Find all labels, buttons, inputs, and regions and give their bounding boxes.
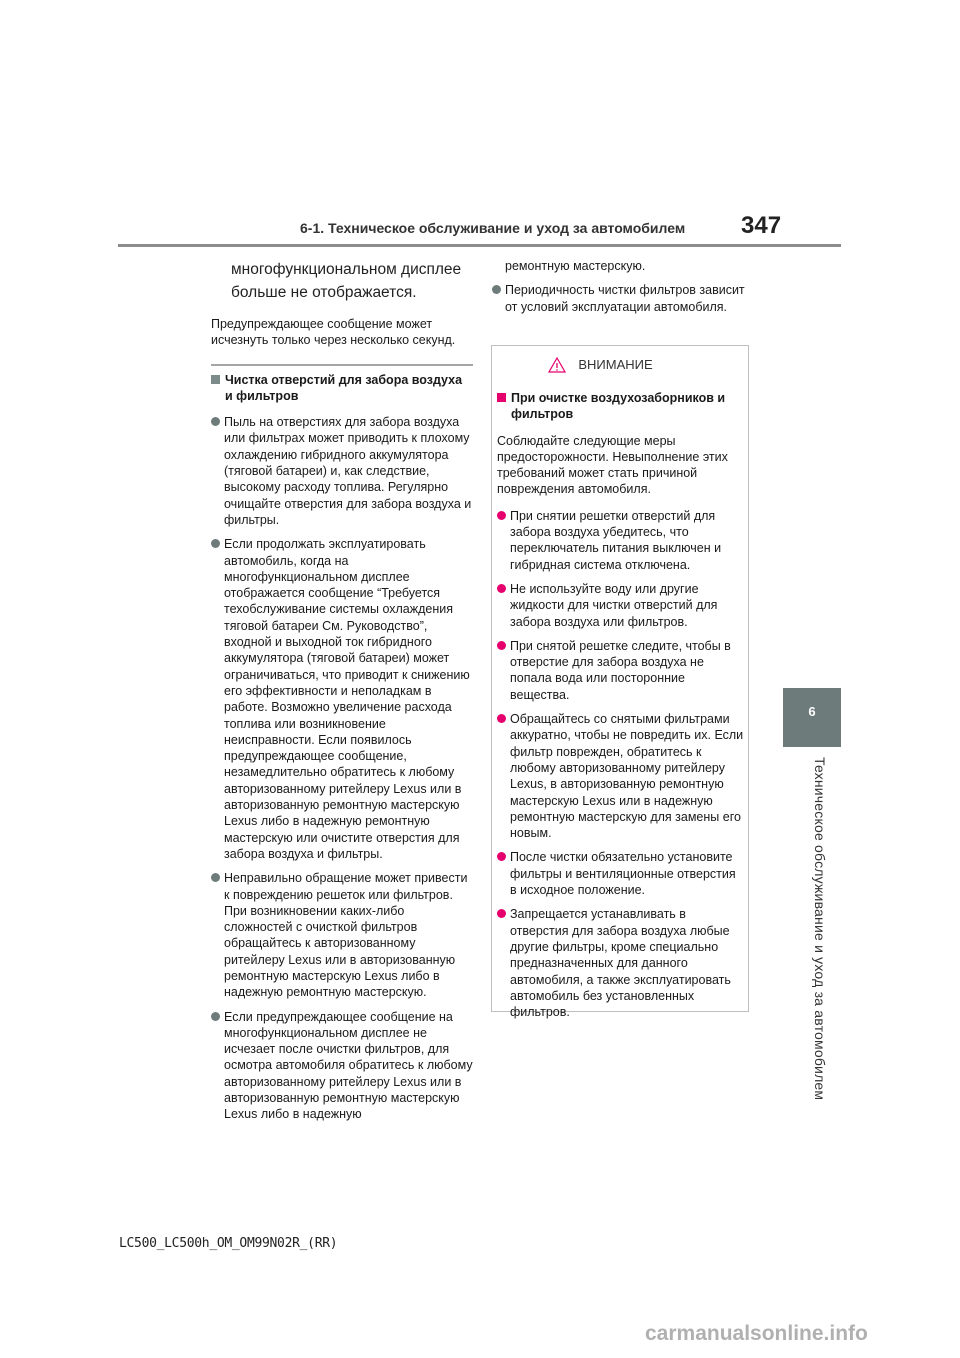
circle-bullet-icon — [211, 417, 220, 426]
list-item-text: Не используйте воду или другие жидкости для чистки отверстий для забора воздуха или фильтров. — [510, 581, 718, 629]
caution-list-item — [497, 508, 744, 573]
circle-bullet-icon — [497, 714, 506, 723]
list-item-text: При снятии решетки отверстий для забора воздуха убедитесь, что переключатель питания выключен и гибридная система отключена. — [510, 508, 722, 572]
caution-box — [491, 345, 749, 1020]
caution-section-heading — [497, 390, 744, 423]
list-item-text: Если продолжать эксплуатировать автомобиль, когда на многофункциональном дисплее отображается сообщение “Требуется техобслуживание системы охлаждения тяговой батареи См. Руководство”, входной и выходной ток гибридного аккумулятора (тяговой батареи) может ограничиваться, что приводит к снижению его эффективности и неполадкам в работе. Возможно увеличение расхода топлива или возникновение неисправности. Если появилось предупреждающее сообщение, незамедлительно обратитесь к любому авторизованному ритейлеру Lexus или в авторизованную ремонтную мастерскую Lexus либо в надежную ремонтную мастерскую или очистите отверстия для забора воздуха и фильтры. — [224, 537, 470, 861]
circle-bullet-icon — [211, 539, 220, 548]
warning-triangle-icon — [548, 357, 566, 373]
list-item-text: Запрещается устанавливать в отверстия для забора воздуха любые другие фильтры, кроме специально предназначенных для данного автомобиля, а также эксплуатировать автомобиль без установленных фильтров. — [510, 907, 731, 1020]
caution-list-item — [497, 581, 744, 630]
circle-bullet-icon — [211, 873, 220, 882]
square-bullet-icon — [497, 393, 506, 402]
chapter-tab: 6 — [783, 688, 841, 747]
list-item — [211, 536, 473, 862]
lead-line: больше не отображается. — [231, 284, 417, 301]
list-item-text: Неправильно обращение может привести к повреждению решеток или фильтров. При возникновении каких-либо сложностей с очисткой фильтров обращайтесь к авторизованному ритейлеру Lexus или в авторизованную ремонтную мастерскую Lexus либо в надежную ремонтную мастерскую. — [224, 871, 468, 1000]
header-divider — [118, 244, 841, 247]
circle-bullet-icon — [497, 641, 506, 650]
continuation-text: ремонтную мастерскую. — [505, 259, 646, 273]
caution-list-item — [497, 906, 744, 1020]
list-item-text: Пыль на отверстиях для забора воздуха или фильтрах может приводить к плохому охлаждению гибридного аккумулятора (тяговой батареи) и, как следствие, высокому расходу топлива. Регулярно очищайте отверстия для забора воздуха и фильтры. — [224, 415, 472, 527]
list-item-text: После чистки обязательно установите фильтры и вентиляционные отверстия в исходное положение. — [510, 850, 736, 898]
circle-bullet-icon — [497, 909, 506, 918]
circle-bullet-icon — [497, 511, 506, 520]
section-title: 6-1. Техническое обслуживание и уход за автомобилем — [300, 220, 686, 236]
caution-header — [497, 354, 744, 376]
left-column — [211, 258, 473, 1131]
section-divider — [211, 364, 473, 366]
list-item — [211, 414, 473, 528]
watermark[interactable]: carmanualsonline.info — [645, 1322, 868, 1345]
circle-bullet-icon — [497, 852, 506, 861]
circle-bullet-icon — [497, 584, 506, 593]
circle-bullet-icon — [492, 285, 501, 294]
list-item — [211, 870, 473, 1000]
square-bullet-icon — [211, 375, 220, 384]
list-item-text: Периодичность чистки фильтров зависит от условий эксплуатации автомобиля. — [505, 283, 745, 314]
chapter-title-vertical: Техническое обслуживание и уход за автомобилем — [812, 757, 828, 1101]
caution-title: ВНИМАНИЕ — [578, 356, 653, 372]
list-item — [211, 1009, 473, 1123]
caution-list-item — [497, 638, 744, 703]
circle-bullet-icon — [211, 1012, 220, 1021]
section-heading-text: Чистка отверстий для забора воздуха и фильтров — [225, 372, 463, 403]
list-item — [492, 282, 750, 315]
caution-intro: Соблюдайте следующие меры предосторожности. Невыполнение этих требований может стать причиной повреждения автомобиля. — [497, 433, 728, 497]
list-item-text: Если предупреждающее сообщение на многофункциональном дисплее не исчезает после очистки фильтров, для осмотра автомобиля обратитесь к любому авторизованному ритейлеру Lexus или в авторизованную ремонтную мастерскую Lexus либо в надежную — [224, 1009, 473, 1122]
lead-line: многофункциональном дисплее — [231, 261, 462, 278]
list-item-text: Обращайтесь со снятыми фильтрами аккуратно, чтобы не повредить их. Если фильтр поврежден, обратитесь к любому авторизованному ритейлеру Lexus, в авторизованную ремонтную мастерскую Lexus или в надежную ремонтную мастерскую для замены его новым. — [510, 712, 744, 841]
page-number: 347 — [741, 212, 782, 239]
note-paragraph: Предупреждающее сообщение может исчезнуть только через несколько секунд. — [211, 317, 456, 348]
caution-list-item — [497, 849, 744, 898]
document-code: LC500_LC500h_OM_OM99N02R_(RR) — [119, 1236, 338, 1251]
list-item-text: При снятой решетке следите, чтобы в отверстие для забора воздуха не попала вода или посторонние вещества. — [510, 638, 731, 702]
caution-heading-text: При очистке воздухозаборников и фильтров — [511, 391, 726, 422]
right-column — [492, 258, 750, 323]
section-heading — [211, 372, 473, 405]
caution-list-item — [497, 711, 744, 841]
